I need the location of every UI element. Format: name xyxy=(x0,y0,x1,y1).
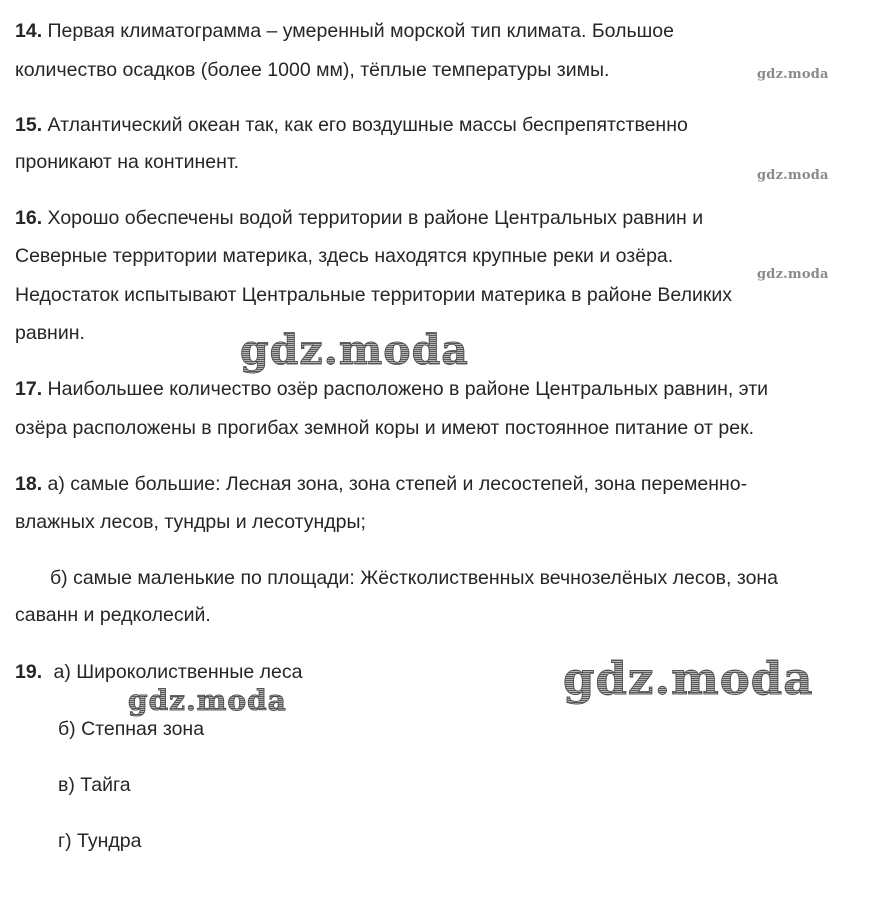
answer-14-line-1 xyxy=(15,19,674,43)
watermark: gdz.moda xyxy=(240,326,469,374)
answer-18-line-3: б) самые маленькие по площади: Жёстколиственных вечнозелёных лесов, зона xyxy=(50,567,779,589)
answer-17-line-1 xyxy=(15,377,768,401)
answer-14-line-2: количество осадков (более 1000 мм), тёплые температуры зимы. xyxy=(15,59,610,81)
answer-17-line-2: озёра расположены в прогибах земной коры и имеют постоянное питание от рек. xyxy=(15,417,755,439)
watermark: gdz.moda xyxy=(563,652,814,705)
answer-text: Хорошо обеспечены водой территории в районе Центральных равнин и xyxy=(47,207,704,229)
answer-19-line-a xyxy=(15,660,302,684)
answer-text: а) Широколиственные леса xyxy=(53,661,303,683)
answer-18-line-2: влажных лесов, тундры и лесотундры; xyxy=(15,511,366,533)
watermark: gdz.moda xyxy=(757,168,829,183)
answer-16-line-4: равнин. xyxy=(15,322,85,344)
answer-number: 15. xyxy=(15,114,43,136)
answer-16-line-3: Недостаток испытывают Центральные территории материка в районе Великих xyxy=(15,284,733,306)
answer-15-line-2: проникают на континент. xyxy=(15,151,240,173)
answer-text: а) самые большие: Лесная зона, зона степей и лесостепей, зона переменно- xyxy=(47,473,748,495)
answer-text: Атлантический океан так, как его воздушные массы беспрепятственно xyxy=(47,114,688,136)
answer-16-line-1 xyxy=(15,206,703,230)
answer-number: 19. xyxy=(15,661,43,683)
answer-16-line-2: Северные территории материка, здесь находятся крупные реки и озёра. xyxy=(15,245,674,267)
watermark: gdz.moda xyxy=(757,67,829,82)
answer-18-line-4: саванн и редколесий. xyxy=(15,604,211,626)
answer-text: Наибольшее количество озёр расположено в районе Центральных равнин, эти xyxy=(47,378,769,400)
answer-number: 17. xyxy=(15,378,43,400)
answer-15-line-1 xyxy=(15,113,688,137)
answer-number: 14. xyxy=(15,20,43,42)
answer-19-line-d: г) Тундра xyxy=(58,830,142,852)
answer-19-line-c: в) Тайга xyxy=(58,774,131,796)
watermark: gdz.moda xyxy=(757,267,829,282)
answer-19-line-b: б) Степная зона xyxy=(58,718,205,740)
answer-18-line-1 xyxy=(15,472,747,496)
answer-number: 16. xyxy=(15,207,43,229)
answer-number: 18. xyxy=(15,473,43,495)
answer-text: Первая климатограмма – умеренный морской тип климата. Большое xyxy=(47,20,674,42)
watermark: gdz.moda xyxy=(128,684,287,717)
